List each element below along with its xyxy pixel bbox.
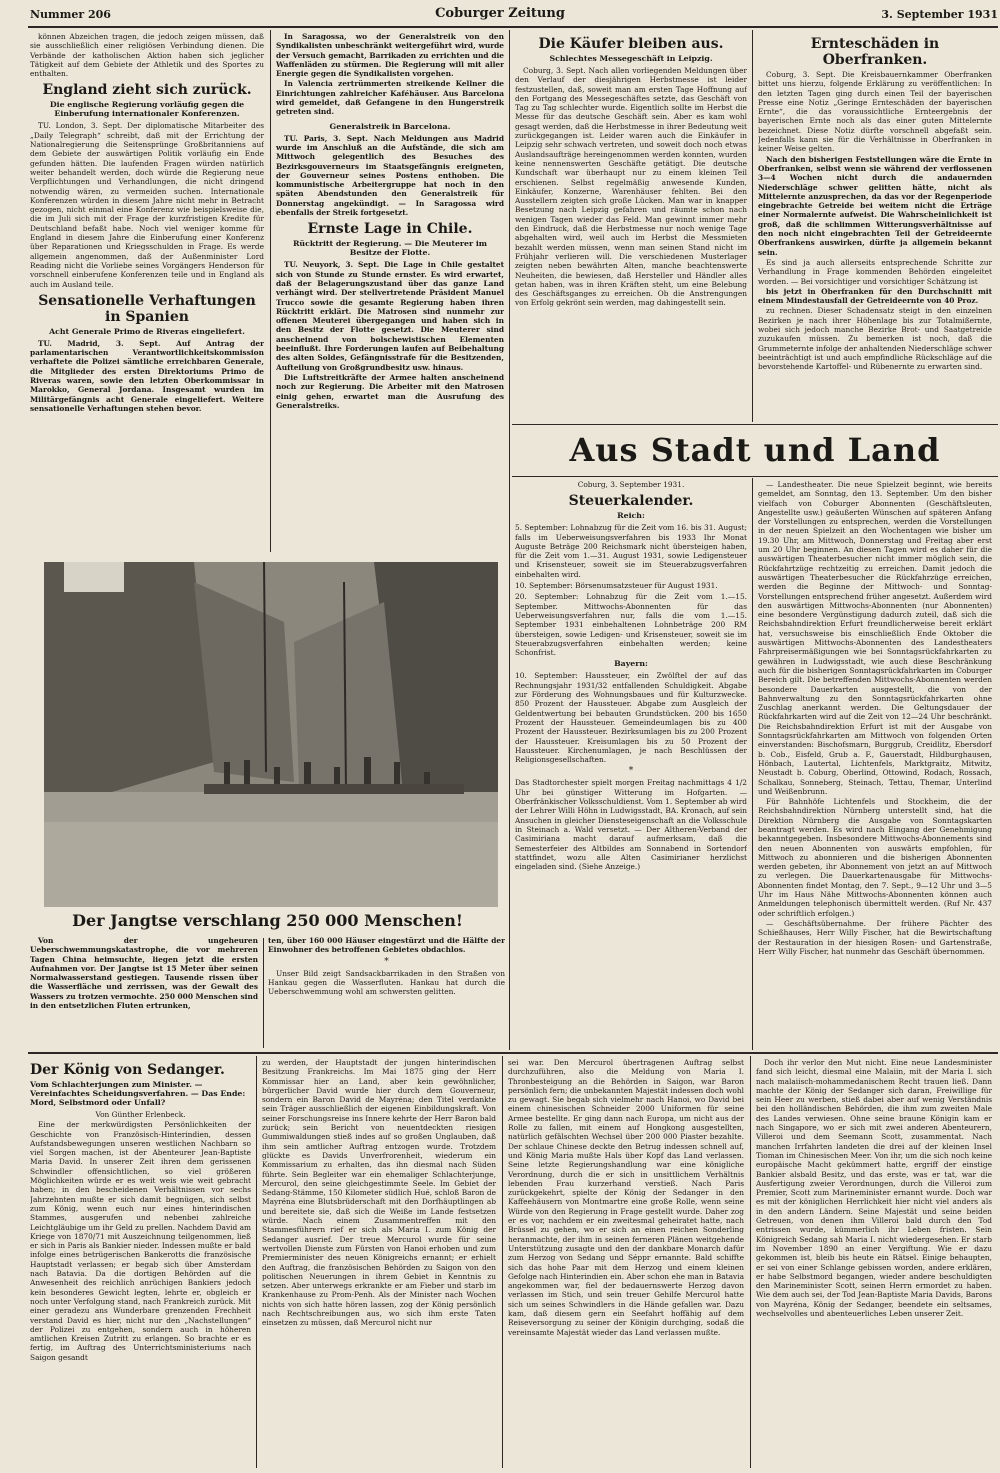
ernte-body-3: Es sind ja auch allerseits entsprechende Schritte zur Verhandlung in Frage kommenden Behörden eingeleitet worden. — Bei vorsichtiger und vorsichtiger Schätzung ist (758, 257, 992, 286)
column-rule (750, 1056, 751, 1468)
column-rule (752, 478, 753, 1050)
kaeufer-subtitle: Schlechtes Messegeschäft in Leipzig. (549, 54, 713, 63)
yangtse-headline: Der Jangtse verschlang 250 000 Menschen! (72, 911, 463, 930)
spain-body: TU. Madrid, 3. Sept. Auf Antrag der parlamentarischen Verantwortlichkeitskommission verhaftete die Polizei sämtliche erreichbaren Generale, die Mitglieder des ersten Direktoriums Primo de Riveras waren, sowie den letzten Oberkommissar in Marokko, General Jordana. Insgesamt wurden im Militärgefängnis acht Generale eingeliefert. Weitere sensationelle Verhaftungen stehen bevor. (30, 338, 264, 413)
steuer-item-3: 20. September: Lohnabzug für die Zeit vom 1.—15. September. Mittwochs-Abonnenten für das Ueberweisungsverfahren nur, falls die vom 1.—15. September 1931 einbehaltenen Lohnbeträge 200 RM übersteigen, sowie Ledigen- und Krisensteuer, soweit sie im Steuerabzugsverfahren einbehalten werden; keine Schonfrist. (515, 592, 747, 658)
ernte-body-5: zu rechnen. Dieser Schadensatz steigt in den einzelnen Bezirken je nach ihrer Höhenlage bis zur Totalmißernte, wobei sich jedoch manche Bezirke Brot- und Saatgetreide zuzukaufen müssen. Zu bemerken ist noch, daß die Grummeternte infolge der anhaltenden Niederschläge schwer beeinträchtigt ist und auch empfindliche Rückschläge auf die bevorstehende Kartoffel- und Rübenernte zu erwarten sind. (758, 306, 992, 372)
flood-photo (44, 562, 498, 907)
column-rule (502, 1056, 503, 1468)
stadt-dateline: Coburg, 3. September 1931. (577, 480, 685, 489)
koenig-text-4: Doch ihr verlor den Mut nicht. Eine neue Landesminister fand sich leicht, diesmal eine Malaiin, mit der Maria I. sich nach malaiisch-mohammedanischem Recht trauen ließ. Dann machte der König der Sedanger sich daran, Freiwillige für sein Heer zu werben, stieß dabei aber auf wenig Verständnis bei den holländischen Behörden, die ihm zum zweiten Male des Landes verwiesen. Ohne seine braune Königin kam er nach Singapore, wo er sich mit zwei anderen Abenteurern, Villeroi und dem Seemann Scott, zusammentat. Nach manchen Irrfahrten landeten die drei auf der kleinen Insel Tioman im Chinesischen Meer. Von ihr, um die sich noch keine europäische Macht gekümmert hatte, ergriff der einstige Bankier alsbald Besitz, und das erste, was er tat, war die Ausfertigung zweier Verordnungen, durch die Villeroi zum Premier, Scott zum Marineminister ernannt wurde. Doch war es mit der königlichen Herrlichkeit hier nicht viel anders als in den andern Ländern. Seine Majestät und seine beiden Getreuen, von denen ihm Villeroi bald durch den Tod entrissen wurde, kümmerlich ihr Leben fristen. Sein Königreich Sedang sah Maria I. nicht wiedergesehen. Er starb im November 1890 an einer Vergiftung. Wie er dazu gekommen ist, bleib bis heute ein Rätsel. Einige behaupten, er sei von einer Schlange gebissen worden, andere erklären, er habe Selbstmord begangen, wieder andere beschuldigten den Marineminister Scott, seinen Herrn ermordet zu haben. Wie dem auch sei, der Tod Jean-Baptiste Maria Davids, Barons von Mayréna, König der Sedanger, beendete ein seltsames, wechselvolles und abenteuerliches Leben unserer Zeit. (756, 1058, 992, 1319)
column-rule (509, 30, 510, 1050)
spain-subtitle: Acht Generale Primo de Riveras eingeliefert. (49, 326, 245, 336)
koenig-col-1 (30, 1058, 251, 1470)
column-1 (30, 32, 264, 550)
flood-scene-illustration (44, 562, 498, 907)
steuer-reich: Reich: (617, 511, 645, 521)
steuer-bayern: Bayern: (614, 659, 648, 669)
spain-headline: Sensationelle Verhaftungen in Spanien (38, 292, 256, 325)
yangtse-col-a: Von der ungeheuren Ueberschwemmungskatastrophe, die vor mehreren Tagen China heimsuchte, liegen jetzt die ersten Aufnahmen vor. Der Jangtse ist 15 Meter über seinen Normalwasserstand gestiegen. Tausende rissen über die Wasserfläche und zerrissen, was der Gewalt des Wassers zu trotzen vermochte. 250 000 Menschen sind in den entsetzlichen Fluten ertrunken, (30, 936, 258, 1011)
koenig-text-2: zu werden, der Hauptstadt der jungen hinterindischen Besitzung Frankreichs. Im Mai 1875 ging der Herr Kommissar hier an Land, aber kein gewöhnlicher, bürgerlicher David wurde hier durch dem Gouverneur, sondern ein Baron David de Mayréna; den Titel verdankte sein Träger ausschließlich der eigenen Einbildungskraft. Von seiner Forschungsreise ins Innere kehrte der Herr Baron bald zurück; sein Bericht von neuentdeckten riesigen Gummiwaldungen stieß indes auf so großen Unglauben, daß ihm sein amtlicher Auftrag entzogen wurde. Trotzdem glückte es Davids Unverfrorenheit, wiederum ein Kommissarium zu erhalten, das ihn diesmal nach Süden führte. Sein Begleiter war ein ehemaliger Schlachterjunge, Mercurol, den seine gleichgestimmte Seele. Im Gebiet der Sedang-Stämme, 150 Kilometer südlich Hué, schloß Baron de Mayréna eine Blutsbrüderschaft mit den Dorfhäuptlingen ab und bereitete sie, daß sich die Weiße im Lande festsetzen würde. Nach einem Zusammentreffen mit den Stammesführern rief er sich als Maria I. zum König der Sedanger ausrief. Der treue Mercurol wurde für seine wertvollen Dienste zum Fürsten von Hanoi erhoben und zum Premierminister des neuen Königreichs ernannt; er erhielt den Auftrag, die französischen Behörden zu Saigon von den politischen Neuerungen in ihrem Gebiet in Kenntnis zu setzen. Aber unterwegs erkrankte er am Fieber und starb im Krankenhause zu Prom-Penh. Als der Minister nach Wochen nichts von sich hatte hören lassen, zog der König persönlich nach Rechtschreibungen aus, wo sich ihm erste Taten einsetzen zu müssen, daß Mercurol nicht nur (262, 1058, 496, 1328)
ernte-body-1: Coburg, 3. Sept. Die Kreisbauernkammer Oberfranken bittet uns hierzu, folgende Erklärung zu veröffentlichen: In den letzten Tagen ging durch einen Teil der bayerischen Presse eine Notiz „Geringe Ernteschäden der bayerischen Ernte“, die das voraussichtliche Ernteergebnis der bayerischen Ernte noch als das einer guten Mittelernte bezeichnet. Diese Notiz dürfte vorschnell abgefaßt sein. Jedenfalls kann sie für die Verhältnisse in Oberfranken in keiner Weise gelten. (758, 70, 992, 154)
column-rule (263, 938, 264, 1048)
ernte-body-2: Nach den bisherigen Feststellungen wäre die Ernte in Oberfranken, selbst wenn sie während der verflossenen 3—4 Wochen nicht durch die andauernden Niederschläge schwer gelitten hätte, nicht als Mittelernte anzusprechen, da das vor der Regenperiode eingebrachte Getreide bei weitem nicht die Erträge einer Normalernte aufweist. Die Wahrscheinlichkeit ist groß, daß die schlimmen Witterungsverhältnisse auf den noch nicht eingebrachten Teil der Getreideernte Oberfrankens auswirken, dürfte ja allgemein bekannt sein. (758, 154, 992, 257)
steuer-item-4: 10. September: Haussteuer, ein Zwölftel der auf das Rechnungsjahr 1931/32 entfallenden Schuldigkeit. Abgabe zur Förderung des Wohnungsbaues und für Kulturzwecke. 850 Prozent der Haussteuer. Abgabe zum Ausgleich der Geldentwertung bei bebauten Grundstücken. 200 bis 1650 Prozent der Haussteuer. Gemeindeumlagen bis zu 400 Prozent der Haussteuer. Bezirksumlagen bis zu 200 Prozent der Haussteuer. Kreisumlagen bis zu 50 Prozent der Haussteuer. Kirchenumlagen, je nach Beschlüssen der Religionsgesellschaften. (515, 671, 747, 765)
ernte-body-4: bis jetzt in Oberfranken für den Durchschnitt mit einem Mindestausfall der Getreideernte von 40 Proz. (758, 286, 992, 306)
column-rule (256, 1056, 257, 1468)
column-4-bottom (758, 480, 992, 1048)
feuilleton-rule (28, 1052, 998, 1054)
column-3-top (515, 32, 747, 424)
local-notices: Das Stadtorchester spielt morgen Freitag nachmittags 4 1/2 Uhr bei günstiger Witterung im Hofgarten. — Oberfränkischer Volksschuldienst. Vom 1. September ab wird der Lehrer Willi Höhn in Ludwigsstadt, BA. Kronach, auf sein Ansuchen in gleicher Diensteseigenschaft an die Volksschule in Steinach a. Wald versetzt. — Der Altheren-Verband der Casimiriana macht darauf aufmerksam, daß die Semesterfeier des Altbildes am Sonnabend in Sortendorf stattfindet, wozu alle Alten Casimirianer herzlichst eingeladen sind. (Siehe Anzeige.) (515, 778, 747, 872)
chile-body-2: Die Luftstreitkräfte der Armee halten anscheinend noch zur Regierung. Die Arbeiter mit den Matrosen einig gehen, erwartet man die Ausrufung des Generalstreiks. (276, 372, 504, 410)
koenig-author: Von Günther Erlenbeck. (95, 1110, 186, 1119)
separator-star: * (628, 766, 634, 777)
section-rule (512, 424, 998, 425)
ernte-headline: Ernteschäden in Oberfranken. (810, 36, 940, 68)
issue-date: 3. September 1931 (881, 8, 998, 21)
column-2 (276, 32, 504, 550)
stadt-und-land-headline: Aus Stadt und Land (569, 431, 941, 469)
koenig-col-3 (508, 1058, 744, 1470)
koenig-headline: Der König von Sedanger. (30, 1062, 225, 1078)
england-headline: England zieht sich zurück. (42, 82, 252, 99)
column-3-bottom (515, 480, 747, 1048)
steuer-headline: Steuerkalender. (568, 493, 694, 510)
england-body: TU. London, 3. Sept. Der diplomatische Mitarbeiter des „Daily Telegraph“ schreibt, daß mit der Errichtung der Nationalregierung die Seitensprünge Großbritanniens auf dem Gebiete der auswärtigen Politik vorläufig ein Ende gefunden hätten. Die laufenden Fragen würden natürlich weiter behandelt werden, doch würde die Regierung neue Verpflichtungen und Verhandlungen, die nicht dringend notwendig wären, zu vermeiden suchen. Internationale Konferenzen würden in diesem Jahre nicht mehr in Betracht gezogen, nicht einmal eine Konferenz wie beispielsweise die, die im Juli sich mit der Frage der kurzfristigen Kredite für Deutschland befaßt habe. Noch viel weniger komme für England in diesem Jahre die Einberufung einer Konferenz über Reparationen und Kriegsschulden in Frage. Es werde allgemein angenommen, daß der Außenminister Lord Reading nicht die Vorliebe seines Vorgängers Henderson für vorschnell einberufene Konferenzen teile und in England als auch im Ausland teile. (30, 121, 264, 289)
separator-star: * (384, 956, 389, 967)
koenig-col-2 (262, 1058, 496, 1470)
steuer-item-1: 5. September: Lohnabzug für die Zeit vom 16. bis 31. August; falls im Ueberweisungsverfahren bis 1933 Ihr Monat Auguste Beträge 200 Reichsmark nicht übersteigen haben, für die Zeit vom 1.—31. August 1931, sowie Ledigensteuer und Krisensteuer, soweit sie im Steuerabzugsverfahren einbehalten wird. (515, 523, 747, 579)
barcelona-headline: Generalstreik in Barcelona. (329, 121, 451, 131)
photo-caption: Unser Bild zeigt Sandsackbarrikaden in den Straßen von Hankau gegen die Wasserfluten. Hankau hat durch die Ueberschwemmung wohl am schwersten gelitten. (268, 968, 505, 997)
column-rule (752, 30, 753, 422)
column-rule (270, 30, 271, 552)
theater-body-1: — Landestheater. Die neue Spielzeit beginnt, wie bereits gemeldet, am Sonntag, den 13. September. Um den bisher vielfach von Coburger Abonnenten (Geschäftsleuten, Angestellte usw.) geäußerten Wünschen auf späteren Anfang der Vorstellungen zu entsprechen, werden die Vorstellungen in der neuen Spielzeit an den Wochentagen wie bisher um 19.30 Uhr, am Mittwoch, Donnerstag und Freitag aber erst um 20 Uhr beginnen. An diesen Tagen wird es daher für die auswärtigen Theaterbesucher nicht immer möglich sein, die Rückfahrtzüge rechtzeitig zu erreichen. Damit jedoch die auswärtigen Theaterbesucher die Rückfahrzüge erreichen, werden die Beginne der Mittwoch- und Sonntag-Vorstellungen entsprechend früher angesetzt. Außerdem wird den auswärtigen Mittwochs-Abonnenten (nur Abonnenten) eine besondere Vergünstigung dadurch zuteil, daß sich die Reichsbahndirektion Erfurt freundlicherweise bereit erklärt hat, versuchsweise bis einschließlich Ende Oktober die auswärtigen Mittwochs-Abonnenten des Landestheaters Fahrpreisermäßigungen wie bei Sonntagsrückfahrkarten zu gewähren in Ludwigsstadt, wie auch diese Beschränkung auch für die bisherigen Sonntagsrückfahrkarten im Coburger Bereich gilt. Die betreffenden Mittwochs-Abonnenten werden besondere Dauerkarten ausgestellt, die von der Bahnverwaltung zu den Sonntagsrückfahrkarten ohne Zuschlag anerkannt werden. Die Geltungsdauer der Rückfahrkarten wird auf die Zeit von 12—24 Uhr beschränkt. Die Reichsbahndirektion Erfurt ist mit der Ausgabe von Sonntagsrückfahrkarten am Mittwoch von folgenden Orten einverstanden: Bischofsmarn, Burggrub, Creidlitz, Ebersdorf b. Cob., Eisfeld, Grub a. F., Gauerstadt, Hildburghausen, Hönbach, Lautertal, Lichtenfels, Marktgraitz, Mitwitz, Neustadt b. Coburg, Oberlind, Ottowind, Rodach, Rossach, Schalkau, Sonneberg, Steinach, Tettau, Themar, Unterlind und Weißenbrunn. (758, 480, 992, 796)
steuer-item-2: 10. September: Börsenumsatzsteuer für August 1931. (515, 581, 718, 591)
page-number: Nummer 206 (30, 8, 111, 21)
catholic-action-text: können Abzeichen tragen, die jedoch zeigen müssen, daß sie ausschließlich einer religiösen Verbindung dienen. Die Verbände der katholischen Aktion haben sich jeglicher Tätigkeit auf dem Gebiete der Athletik und des Sportes zu enthalten. (30, 32, 264, 79)
chile-body: TU. Neuyork, 3. Sept. Die Lage in Chile gestaltet sich von Stunde zu Stunde ernster. Es wird erwartet, daß der Belagerungszustand über das ganze Land verhängt wird. Der stellvertretende Präsident Manuel Trucco sowie die gesamte Regierung haben ihren Rücktritt erklärt. Die Matrosen sind nunmehr zur offenen Meuterei übergegangen und haben sich in den Besitz der Flotte gesetzt. Die Meuterer sind anscheinend von bolschewistischen Elementen beeinflußt. Ihre Forderungen laufen auf Beibehaltung des alten Soldes, Gefängnisstrafe für die Besitzenden, Aufteilung von Großgrundbesitz usw. hinaus. (276, 260, 504, 372)
theater-body-3: — Geschäftsübernahme. Der frühere Pächter des Schießhauses, Herr Willy Fischer, hat die Bewirtschaftung der Restauration in der hiesigen Rosen- und Gartenstraße, Herr Willy Fischer, hat nunmehr das Geschäft übernommen. (758, 918, 992, 956)
header-rule (28, 26, 998, 28)
chile-headline: Ernste Lage in Chile. (307, 221, 473, 238)
koenig-text-3: sei war. Den Mercurol übertragenen Auftrag selbst durchzuführen, also die Meldung von Maria I. Thronbesteigung an die Behörden in Saigon, war Baron persönlich fern; die unbekannten Majestät indessen doch wohl zu gewagt. Sie begab sich vielmehr nach Hanoi, wo David bei einem chinesischen Schneider 2000 Uniformen für seine Armee bestellte. Er ging dann nach Europa, um nicht aus der Rolle zu fallen, mit einem auf Hongkong ausgestellten, natürlich gefälschten Wechsel über 200 000 Piaster bezahlte. Der schlaue Chinese deckte den Betrug indessen schnell auf, und König Maria mußte Hals über Kopf das Land verlassen. Seine letzte Regierungshandlung war eine königliche Verordnung, durch die er sich in unsittlichem Verhältnis lebenden Frau kurzerhand verstieß. Nach Paris zurückgekehrt, spielte der König der Sedanger in den Kaffeehäusern von Montmartre eine große Rolle, wenn seine Würde von den Regierung in Frage gestellt wurde. Daher zog er es vor, nachdem er ein zweitesmal geheiratet hatte, nach Brüssel zu gehen, wo er sich an einen reichen Sonderling heranmachte, der ihm in seinen ferneren Plänen weitgehende Unterstützung zusagte und den der dankbare Monarch dafür zum Herzog von Sedang und Séppr ernannte. Bald schiffte sich das hohe Paar mit dem Herzog und einem kleinen Gefolge nach Hinterindien ein. Aber schon ehe man in Batavia angekommen war, fiel der bedauernswerte Herzog davon verlassen im Stich, und sein treuer Gehilfe Mercurol hatte sich um seines Schwindlers in die Hände gefallen war. Dazu kam, daß diesem gern ein Seefahrt hoffähig auf dem Reiseversorgung zu seiner der Königin durchging, sodaß die vereinsamte Majestät wieder das Land verlassen mußte. (508, 1058, 744, 1337)
koenig-text-1: Eine der merkwürdigsten Persönlichkeiten der Geschichte von Französisch-Hinterindien, dessen Aufstandsbewegungen unseren westlichen Nachbarn so viel Sorgen machen, ist der Abenteurer Jean-Baptiste Maria David. In unserer Zeit ihren dem gerissenen Schwindler offensichtlichen, so viel größeren Möglichkeiten würde er es weit weis wie weit gebracht haben; in den bescheidenen Verhältnissen vor sechs Jahrzehnten mußte er sich damit begnügen, sich selbst zum König, wenn euch nur eines hinterindischen Stammes, ausgerufen und nebenbei zahlreiche Leichtgläubige um ihr Geld zu prellen. Nachdem David am Kriege von 1870/71 mit Auszeichnung teilgenommen, ließ er sich in Paris als Bankier nieder. Indessen mußte er bald infolge eines betrügerischen Bankerotts die französische Hauptstadt verlassen; er begab sich über Amsterdam nach Batavia. Da die dortigen Behörden auf die Anwesenheit des reichlich anrüchigen Bankiers jedoch kein besonderes Gewicht legten, lehrte er, obgleich er noch unter Verfolgung stand, nach Frankreich zurück. Mit einer geradezu ans Wunderbare grenzenden Frechheit verstand David es hier, nicht nur den „Nachstellungen“ der Polizei zu entgehen, sondern auch in höheren amtlichen Kreisen Zutritt zu erlangen. So brachte er es fertig, im Auftrag des Unterrichtsministeriums nach Saigon gesandt (30, 1120, 251, 1362)
yangtse-col-b: ten, über 160 000 Häuser eingestürzt und die Hälfte der Einwohner des betroffenen Gebietes obdachlos. * Unser Bild zeigt Sandsackbarrikaden in den Straßen von Hankau gegen die Wasserfluten. Hankau hat durch die Ueberschwemmung wohl am schwersten gelitten. (268, 936, 505, 997)
koenig-subtitle: Vom Schlachterjungen zum Minister. — Vereinfachtes Scheidungsverfahren. — Das Ende: Mord, Selbstmord oder Unfall? (30, 1080, 246, 1107)
newspaper-masthead: Coburger Zeitung (435, 6, 565, 21)
chile-subtitle: Rücktritt der Regierung. — Die Meuterer im Besitze der Flotte. (292, 239, 488, 258)
barcelona-body: TU. Paris, 3. Sept. Nach Meldungen aus Madrid wurde im Anschluß an die Aufstände, die sich am Mittwoch gelegentlich des Besuches des Bezirksgouverneurs im Staatsgefängnis ereigneten, der Gouverneur seines Postens enthoben. Die kommunistische Arbeitergruppe hat noch in den späten Abendstunden den Generalstreik für Donnerstag angekündigt. — In Saragossa wird ebenfalls der Streik fortgesetzt. (276, 133, 504, 218)
kaeufer-headline: Die Käufer bleiben aus. (538, 36, 724, 52)
saragossa-text: In Saragossa, wo der Generalstreik von den Syndikalisten unbeschränkt weitergeführt wird, wurde der Versuch gemacht, Barrikaden zu errichten und die Waffenläden zu stürmen. Die Regierung will mit aller Energie gegen die Syndikalisten vorgehen. (276, 32, 504, 79)
england-subtitle: Die englische Regierung vorläufig gegen die Einberufung internationaler Konferenzen. (49, 100, 245, 119)
valencia-text: In Valencia zertrümmerten streikende Kellner die Einrichtungen zahlreicher Kaféhäuser. Aus Barcelona wird gemeldet, daß Gefangene in den Hungerstreik getreten sind. (276, 79, 504, 117)
theater-body-2: Für Bahnhöfe Lichtenfels und Stockheim, die der Reichsbahndirektion Nürnberg unterstellt sind, hat die Direktion Nürnberg die Ausgabe von Sonntagskarten beantragt werden. Es wird nach Eingang der Genehmigung bekanntgegeben. Insbesondere Mittwochs-Abonnements sind den neuen Abonnenten von auswärts empfohlen, für Mittwoch zu abonnieren und die bisherigen Abonnenten werden gebeten, ihr Abonnement von jetzt an auf Mittwoch zu verlegen. Die Dauerkartenausgabe für Mittwochs-Abonnenten findet Montag, den 7. Sept., 9—12 Uhr und 3—5 Uhr im Haus Nähe Mittwochs-Abonnenten können auch Anmeldungen telephonisch übermittelt werden. (Ruf Nr. 437 oder schriftlich erfolgen.) (758, 797, 992, 918)
kaeufer-body: Coburg, 3. Sept. Nach allen vorliegenden Meldungen über den Verlauf der diesjährigen Herbstmesse ist leider festzustellen, daß, soweit man am ersten Tage Hoffnung auf den Fortgang des Messegeschäftes setzte, das Geschäft von Tag zu Tag schlechter wurde. Eigentlich sollte im Herbst die Messe für das deutsche Geschäft sein. Aber es kam wohl gesagt werden, daß die Herbstmesse in ihrer Bedeutung weit zurückgegangen ist. Leider waren auch die Einkäufer in Leipzig sehr schwach vertreten, und soweit doch noch etwas Auslandsaufträge hereingenommen werden konnten, wurden keine nennenswerten Geschäfte getätigt. Die deutsche Kundschaft war überhaupt nur zu einem kleinen Teil erschienen. Selbst regelmäßig anwesende Kunden, Einkäufer, Konzerne, Warenhäuser fehlten. Bei den Ausstellern zeigten sich große Lücken. Man war in knapper Besetzung nach Leipzig gefahren und räumte schon nach wenigen Tagen wieder das Feld. Man gewinnt immer mehr den Eindruck, daß die Herbstmesse nur noch wenige Tage abgehalten wird, weil auch im Herbst die Messmieten bezahlt werden müssen, wenn man seinen Stand nicht im Frühjahr verlieren will. Die verschiedenen Musterlager zeigten neben bewährten Alten, manche beachtenswerte Neuheiten, die bewiesen, daß Hersteller und Händler alles getan haben, was in ihren Kräften steht, um eine Belebung des Geschäftsganges zu erreichen. Ob die Anstrengungen von Erfolg gekrönt sein werden, mag dahingestellt sein. (515, 66, 747, 308)
section-rule (512, 476, 998, 477)
column-4-top (758, 32, 992, 424)
yangtse-article (30, 910, 505, 1050)
koenig-col-4 (756, 1058, 992, 1470)
